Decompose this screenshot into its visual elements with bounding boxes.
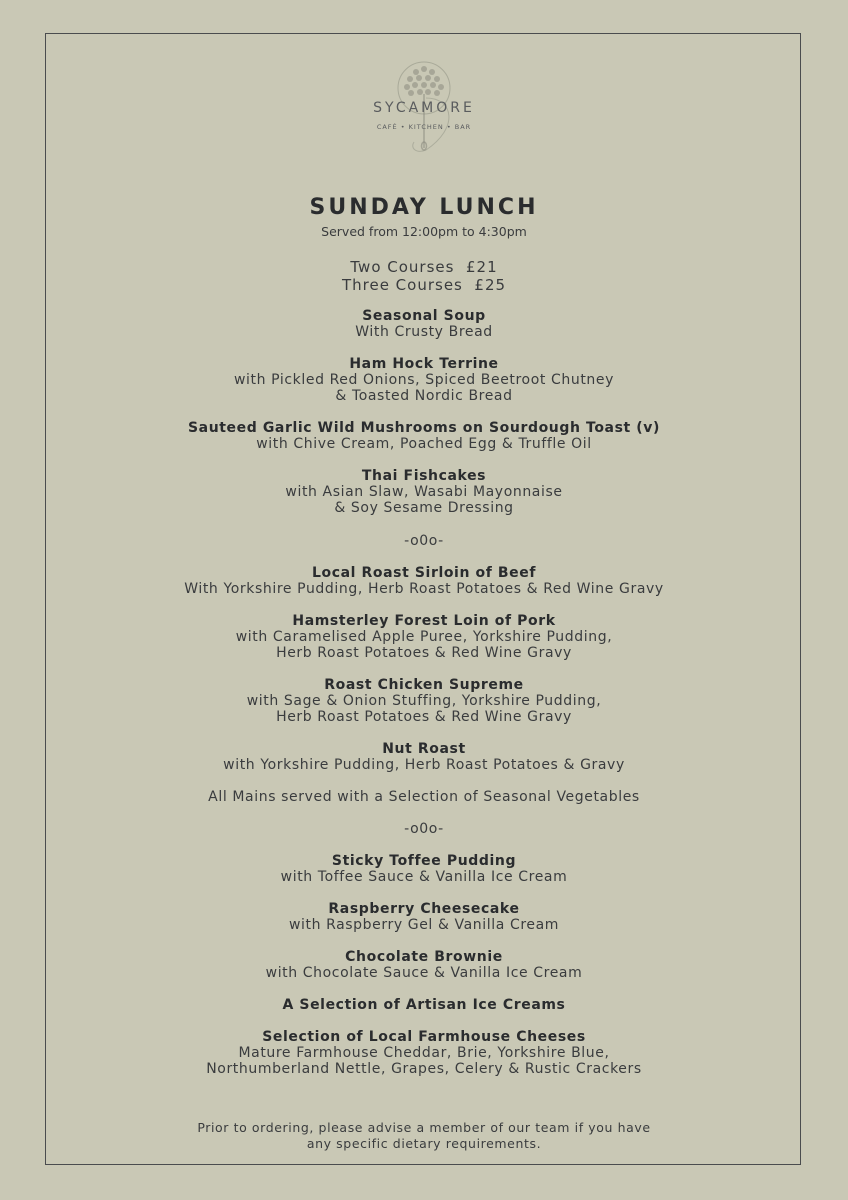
item-desc: With Yorkshire Pudding, Herb Roast Potatoes & Red Wine Gravy <box>184 581 664 597</box>
price-list <box>0 258 848 294</box>
item-name: Ham Hock Terrine <box>349 356 499 372</box>
item-desc: Mature Farmhouse Cheddar, Brie, Yorkshire Blue, <box>238 1045 610 1061</box>
page-title: SUNDAY LUNCH <box>309 195 539 220</box>
item-name: Roast Chicken Supreme <box>324 677 524 693</box>
item-name: Seasonal Soup <box>362 308 486 324</box>
item-desc: & Toasted Nordic Bread <box>335 388 513 404</box>
item-desc: with Asian Slaw, Wasabi Mayonnaise <box>285 484 563 500</box>
item-desc: With Crusty Bread <box>355 324 493 340</box>
item-desc: with Raspberry Gel & Vanilla Cream <box>288 917 560 933</box>
menu-item <box>0 356 848 404</box>
item-name: Local Roast Sirloin of Beef <box>311 565 537 581</box>
menu-item <box>0 308 848 340</box>
menu-item <box>0 997 848 1013</box>
item-desc: Herb Roast Potatoes & Red Wine Gravy <box>276 645 572 661</box>
item-name: Chocolate Brownie <box>345 949 503 965</box>
item-name: Raspberry Cheesecake <box>328 901 520 917</box>
item-desc: with Sage & Onion Stuffing, Yorkshire Pudding, <box>246 693 602 709</box>
mains-note: All Mains served with a Selection of Seasonal Vegetables <box>208 789 640 805</box>
item-name: A Selection of Artisan Ice Creams <box>282 997 566 1013</box>
menu-item <box>0 677 848 725</box>
section-separator: -o0o- <box>404 821 444 837</box>
item-desc: with Yorkshire Pudding, Herb Roast Potatoes & Gravy <box>223 757 625 773</box>
menu-item <box>0 949 848 981</box>
menu-item <box>0 468 848 516</box>
menu-item <box>0 901 848 933</box>
menu-item <box>0 420 848 452</box>
item-desc: Herb Roast Potatoes & Red Wine Gravy <box>276 709 572 725</box>
item-name: Selection of Local Farmhouse Cheeses <box>262 1029 586 1045</box>
item-desc: with Pickled Red Onions, Spiced Beetroot Chutney <box>233 372 615 388</box>
brand-name: SYCAMORE <box>373 100 475 116</box>
dietary-notice-line: Prior to ordering, please advise a member of our team if you have <box>197 1120 651 1135</box>
price-two-courses: Two Courses £21 <box>350 258 498 276</box>
dietary-notice <box>0 1120 848 1152</box>
menu-item <box>0 565 848 597</box>
item-desc: with Chocolate Sauce & Vanilla Ice Cream <box>265 965 583 981</box>
item-desc: with Caramelised Apple Puree, Yorkshire Pudding, <box>235 629 613 645</box>
serving-times: Served from 12:00pm to 4:30pm <box>321 224 527 239</box>
dietary-notice-line: any specific dietary requirements. <box>306 1136 542 1151</box>
section-separator: -o0o- <box>404 533 444 549</box>
item-desc: with Toffee Sauce & Vanilla Ice Cream <box>280 869 568 885</box>
item-name: Sauteed Garlic Wild Mushrooms on Sourdough Toast (v) <box>187 420 661 436</box>
menu-item <box>0 1029 848 1077</box>
item-name: Sticky Toffee Pudding <box>331 853 517 869</box>
menu-item <box>0 741 848 773</box>
item-name: Hamsterley Forest Loin of Pork <box>292 613 556 629</box>
item-name: Nut Roast <box>382 741 466 757</box>
price-three-courses: Three Courses £25 <box>341 276 507 294</box>
menu-item <box>0 853 848 885</box>
item-name: Thai Fishcakes <box>361 468 487 484</box>
item-desc: Northumberland Nettle, Grapes, Celery & Rustic Crackers <box>206 1061 642 1077</box>
brand-tagline: CAFÉ • KITCHEN • BAR <box>376 123 472 131</box>
item-desc: with Chive Cream, Poached Egg & Truffle Oil <box>256 436 592 452</box>
item-desc: & Soy Sesame Dressing <box>334 500 514 516</box>
menu-item <box>0 613 848 661</box>
